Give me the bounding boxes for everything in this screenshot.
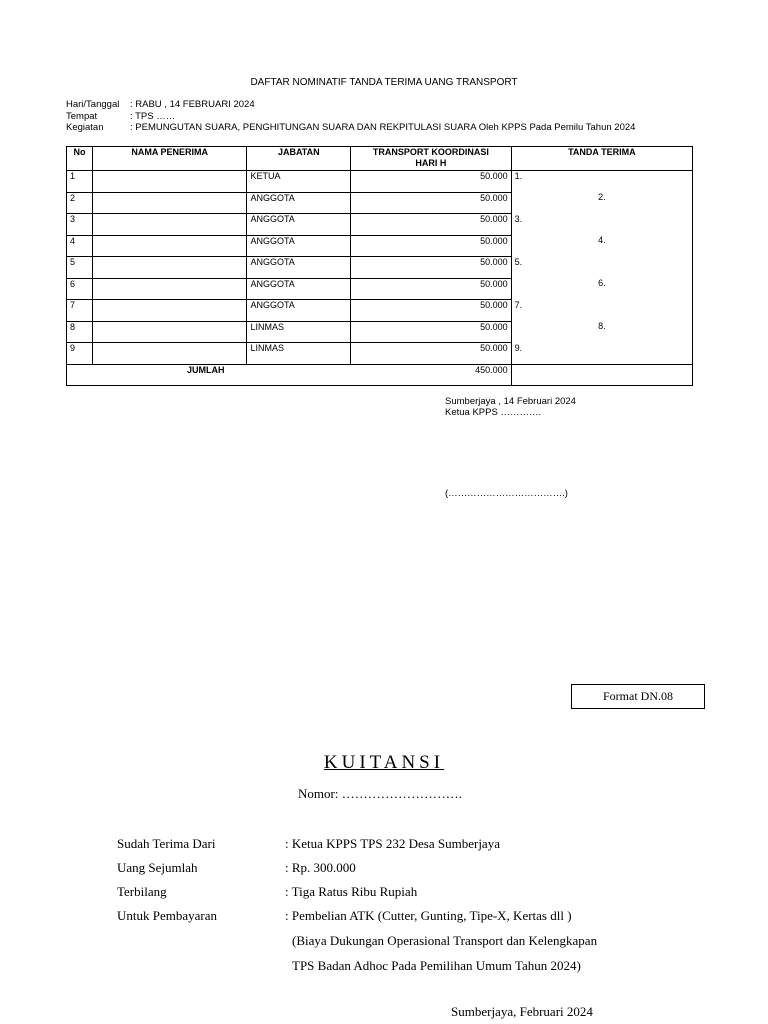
cell-amount: 50.000 [351, 300, 512, 322]
cell-amount: 50.000 [351, 235, 512, 257]
signature-name-placeholder: (……………………………….) [445, 488, 568, 499]
cell-tanda-terima: 1. [511, 171, 692, 193]
jumlah-label-text: JUMLAH [187, 364, 225, 375]
table-row [67, 171, 693, 193]
meta-kegiatan [66, 122, 635, 133]
meta-label: Hari/Tanggal [66, 99, 120, 110]
signature-place-date: Sumberjaya , 14 Februari 2024 [445, 396, 576, 407]
kuitansi-field-sudah-terima [117, 836, 500, 852]
header-nama: NAMA PENERIMA [92, 147, 246, 171]
cell-no: 1 [67, 171, 93, 193]
cell-no: 2 [67, 192, 93, 214]
field-value: : Rp. 300.000 [285, 860, 356, 875]
field-value: : Tiga Ratus Ribu Rupiah [285, 884, 418, 899]
header-transport-line1: TRANSPORT KOORDINASI [372, 147, 489, 157]
cell-nama [92, 214, 246, 236]
cell-amount: 50.000 [351, 214, 512, 236]
cell-nama [92, 343, 246, 365]
cell-amount: 50.000 [351, 321, 512, 343]
cell-jabatan: LINMAS [247, 343, 351, 365]
cell-jabatan: ANGGOTA [247, 192, 351, 214]
nominatif-table [66, 146, 693, 386]
field-label: Terbilang [117, 884, 167, 899]
header-jabatan: JABATAN [247, 147, 351, 171]
cell-no: 6 [67, 278, 93, 300]
cell-jabatan: ANGGOTA [247, 300, 351, 322]
signature-role: Ketua KPPS …………. [445, 407, 542, 418]
cell-tanda-terima: 9. [511, 343, 692, 365]
header-transport [351, 147, 512, 171]
jumlah-label [67, 364, 512, 386]
cell-amount: 50.000 [351, 257, 512, 279]
kuitansi-continuation-line: TPS Badan Adhoc Pada Pemilihan Umum Tahun 2024) [292, 958, 581, 973]
table-body [67, 171, 693, 365]
meta-hari-tanggal [66, 99, 255, 110]
cell-no: 9 [67, 343, 93, 365]
cell-tanda-terima: 5. [511, 257, 692, 279]
jumlah-tanda-empty [511, 364, 692, 386]
cell-nama [92, 321, 246, 343]
kuitansi-field-untuk-pembayaran [117, 908, 572, 924]
jumlah-value: 450.000 [475, 364, 508, 375]
cell-jabatan: KETUA [247, 171, 351, 193]
header-no: No [67, 147, 93, 171]
nominatif-title: DAFTAR NOMINATIF TANDA TERIMA UANG TRANSPORT [250, 77, 518, 88]
cell-tanda-terima: 3. [511, 214, 692, 236]
cell-nama [92, 235, 246, 257]
kuitansi-date: Sumberjaya, Februari 2024 [451, 1004, 593, 1019]
table-row [67, 257, 693, 279]
cell-jabatan: ANGGOTA [247, 214, 351, 236]
table-row [67, 214, 693, 236]
field-value: : Ketua KPPS TPS 232 Desa Sumberjaya [285, 836, 500, 851]
table-row [67, 300, 693, 322]
cell-nama [92, 257, 246, 279]
cell-jabatan: ANGGOTA [247, 278, 351, 300]
cell-no: 8 [67, 321, 93, 343]
field-value: : Pembelian ATK (Cutter, Gunting, Tipe-X, Kertas dll ) [285, 908, 572, 923]
cell-tanda-terima: 8. [511, 321, 692, 343]
table-row [67, 343, 693, 365]
meta-label: Tempat [66, 111, 98, 122]
cell-no: 3 [67, 214, 93, 236]
cell-amount: 50.000 [351, 192, 512, 214]
field-label: Untuk Pembayaran [117, 908, 218, 923]
cell-nama [92, 192, 246, 214]
kuitansi-title: KUITANSI [323, 752, 445, 773]
kuitansi-field-uang-sejumlah [117, 860, 356, 876]
table-row [67, 192, 693, 214]
cell-amount: 50.000 [351, 278, 512, 300]
meta-value: : TPS …… [130, 111, 176, 122]
cell-tanda-terima: 6. [511, 278, 692, 300]
cell-amount: 50.000 [351, 171, 512, 193]
cell-amount: 50.000 [351, 343, 512, 365]
meta-value: : PEMUNGUTAN SUARA, PENGHITUNGAN SUARA DAN REKPITULASI SUARA Oleh KPPS Pada Pemilu Tahun 2024 [130, 122, 636, 133]
table-row [67, 321, 693, 343]
cell-tanda-terima: 4. [511, 235, 692, 257]
format-label-box: Format DN.08 [571, 684, 705, 709]
cell-jabatan: ANGGOTA [247, 257, 351, 279]
field-label: Sudah Terima Dari [117, 836, 216, 851]
meta-tempat [66, 111, 175, 122]
cell-no: 7 [67, 300, 93, 322]
table-row [67, 235, 693, 257]
kuitansi-field-terbilang [117, 884, 417, 900]
table-row [67, 278, 693, 300]
cell-nama [92, 171, 246, 193]
meta-value: : RABU , 14 FEBRUARI 2024 [130, 99, 255, 110]
header-transport-line2: HARI H [415, 158, 447, 168]
table-header-row [67, 147, 693, 171]
kuitansi-continuation-line: (Biaya Dukungan Operasional Transport dan Kelengkapan [292, 933, 598, 948]
cell-no: 4 [67, 235, 93, 257]
header-tanda-terima: TANDA TERIMA [511, 147, 692, 171]
field-label: Uang Sejumlah [117, 860, 198, 875]
cell-no: 5 [67, 257, 93, 279]
meta-label: Kegiatan [66, 122, 104, 133]
cell-tanda-terima: 2. [511, 192, 692, 214]
kuitansi-nomor: Nomor: ………………………. [298, 786, 462, 801]
cell-jabatan: LINMAS [247, 321, 351, 343]
cell-tanda-terima: 7. [511, 300, 692, 322]
cell-jabatan: ANGGOTA [247, 235, 351, 257]
jumlah-row [67, 364, 693, 386]
cell-nama [92, 300, 246, 322]
cell-nama [92, 278, 246, 300]
